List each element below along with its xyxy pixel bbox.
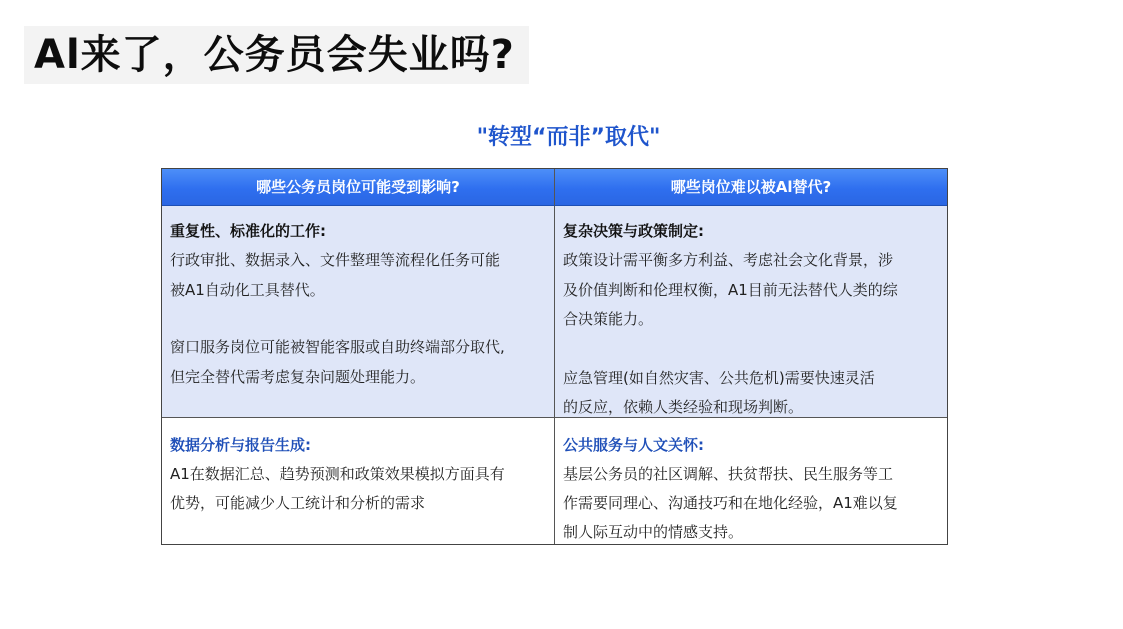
cell-text-line: 政策设计需平衡多方利益、考虑社会文化背景，涉 bbox=[563, 251, 894, 269]
cell-text-line: 窗口服务岗位可能被智能客服或自助终端部分取代, bbox=[170, 338, 505, 356]
cell-heading: 重复性、标准化的工作: bbox=[170, 222, 326, 240]
cell-text-line: 及价值判断和伦理权衡，A1目前无法替代人类的综 bbox=[563, 280, 898, 299]
cell-text-line: 优势，可能减少人工统计和分析的需求 bbox=[170, 494, 426, 512]
cell-text-line: 作需要同理心、沟通技巧和在地化经验，A1难以复 bbox=[563, 494, 898, 512]
cell-top-right bbox=[555, 206, 947, 418]
cell-text-line: 但完全替代需考虑复杂问题处理能力。 bbox=[170, 367, 426, 386]
cell-text-line: 行政审批、数据录入、文件整理等流程化任务可能 bbox=[170, 251, 501, 269]
cell-text-line: 合决策能力。 bbox=[563, 310, 654, 328]
cell-text-line: 的反应，依赖人类经验和现场判断。 bbox=[563, 398, 804, 416]
cell-text-line: A1在数据汇总、趋势预测和政策效果模拟方面具有 bbox=[170, 465, 505, 483]
cell-text-line: 基层公务员的社区调解、扶贫帮扶、民生服务等工 bbox=[563, 465, 894, 483]
cell-text-line: 被A1自动化工具替代。 bbox=[170, 280, 325, 299]
cell-top-left bbox=[162, 206, 555, 418]
table-row-analysis bbox=[162, 418, 947, 544]
cell-bottom-left bbox=[162, 418, 555, 544]
table-row-repetitive bbox=[162, 206, 947, 418]
cell-bottom-right bbox=[555, 418, 947, 544]
table-header-row bbox=[162, 169, 947, 206]
slide-subtitle: "转型“而非”取代" bbox=[476, 125, 661, 150]
cell-heading: 公共服务与人文关怀: bbox=[563, 436, 704, 454]
paragraph-gap bbox=[170, 305, 546, 333]
header-right: 哪些岗位难以被Al替代? bbox=[555, 169, 947, 206]
cell-heading: 复杂决策与政策制定: bbox=[563, 222, 704, 240]
comparison-table bbox=[161, 168, 948, 545]
cell-text-line: 应急管理(如自然灾害、公共危机)需要快速灵活 bbox=[563, 368, 875, 387]
cell-heading: 数据分析与报告生成: bbox=[170, 436, 311, 454]
slide-title: Al来了，公务员会失业吗? bbox=[24, 26, 529, 84]
paragraph-gap bbox=[563, 335, 939, 364]
cell-text-line: 制人际互动中的情感支持。 bbox=[563, 523, 744, 541]
header-left: 哪些公务员岗位可能受到影响? bbox=[162, 169, 555, 206]
